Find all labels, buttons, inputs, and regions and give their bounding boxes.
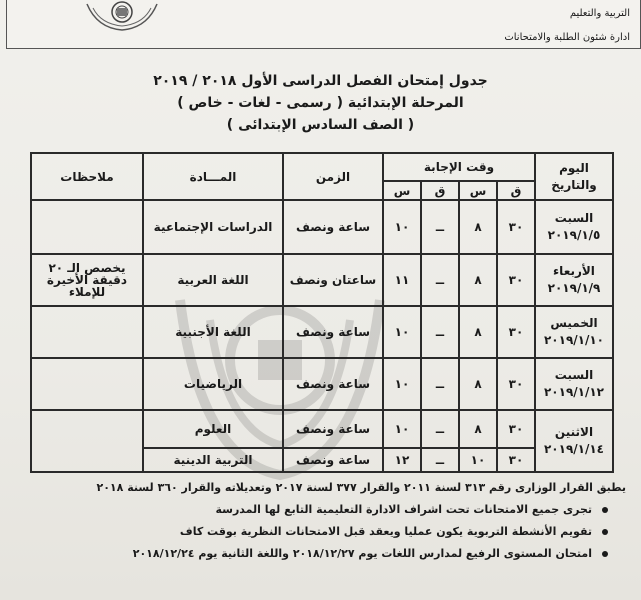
title-line-2: المرحلة الإبتدائية ( رسمى - لغات - خاص ) [177, 95, 464, 111]
subheader-to-hour: س [383, 181, 421, 200]
to-hour: ١٢ [383, 448, 421, 472]
table-row [31, 306, 613, 358]
subheader-from-minute: ق [497, 181, 535, 200]
day-name: الخميس [550, 316, 598, 330]
to-hour: ١٠ [383, 410, 421, 448]
ministry-line-2: ادارة شئون الطلبة والامتحانات [504, 32, 630, 43]
day-date-cell [535, 306, 613, 358]
duration-cell: ساعة ونصف [283, 358, 383, 410]
notes-cell [31, 306, 143, 358]
title-line-1: جدول إمتحان الفصل الدراسى الأول ٢٠١٨ / ٢٠١٩ [153, 73, 488, 89]
exam-rules [14, 477, 626, 565]
list-item: تقويم الأنشطة التربوية يكون عمليا ويعقد قبل الامتحانات النظرية بوقت كاف [14, 521, 592, 543]
rules-lead: يطبق القرار الوزارى رقم ٣١٣ لسنة ٢٠١١ والقرار ٣٧٧ لسنة ٢٠١٧ وتعديلاته والقرار ٣٦٠ لسنة ٢٠١٨ [96, 481, 626, 494]
day-date-cell [535, 254, 613, 306]
notes-cell [31, 410, 143, 472]
from-minute: ٣٠ [497, 200, 535, 254]
to-minute: ــ [421, 358, 459, 410]
to-hour: ١١ [383, 254, 421, 306]
table-row [31, 254, 613, 306]
header-day-date: اليوم والتاريخ [535, 153, 613, 200]
day-date-cell [535, 410, 613, 472]
from-minute: ٣٠ [497, 448, 535, 472]
from-hour: ٨ [459, 306, 497, 358]
day-date-cell [535, 200, 613, 254]
exam-date: ٢٠١٩/١/١٠ [543, 333, 605, 347]
from-hour: ١٠ [459, 448, 497, 472]
subject-cell: العلوم [143, 410, 283, 448]
to-minute: ــ [421, 410, 459, 448]
table-row [31, 358, 613, 410]
to-minute: ــ [421, 448, 459, 472]
duration-cell: ساعة ونصف [283, 410, 383, 448]
from-hour: ٨ [459, 358, 497, 410]
table-row [31, 410, 613, 448]
from-minute: ٣٠ [497, 410, 535, 448]
duration-cell: ساعة ونصف [283, 306, 383, 358]
ministry-name [504, 2, 630, 50]
day-name: السبت [554, 368, 594, 382]
subject-cell: الدراسات الإجتماعية [143, 200, 283, 254]
document-titles [0, 70, 641, 136]
subject-cell: اللغة العربية [143, 254, 283, 306]
to-minute: ــ [421, 306, 459, 358]
exam-schedule-table [30, 152, 614, 473]
day-date-cell [535, 358, 613, 410]
subject-cell: الرياضيات [143, 358, 283, 410]
from-minute: ٣٠ [497, 254, 535, 306]
to-minute: ــ [421, 200, 459, 254]
exam-date: ٢٠١٩/١/١٤ [543, 442, 605, 456]
subject-cell: التربية الدينية [143, 448, 283, 472]
ministry-line-1: التربية والتعليم [569, 8, 630, 19]
duration-cell: ساعة ونصف [283, 200, 383, 254]
rules-list [14, 499, 626, 565]
notes-cell: يخصص الـ ٢٠ دقيقة الأخيرة للإملاء [31, 254, 143, 306]
to-minute: ــ [421, 254, 459, 306]
header-notes: ملاحظات [31, 153, 143, 200]
table-row [31, 200, 613, 254]
title-line-3: ( الصف السادس الإبتدائى ) [226, 117, 415, 133]
day-name: الأربعاء [553, 264, 595, 278]
notes-cell [31, 200, 143, 254]
letterhead [6, 0, 641, 49]
subject-cell: اللغة الأجنبية [143, 306, 283, 358]
list-item: تجرى جميع الامتحانات تحت اشراف الادارة التعليمية التابع لها المدرسة [14, 499, 592, 521]
ministry-emblem-icon [77, 0, 167, 32]
day-name: الاثنين [554, 425, 594, 439]
from-hour: ٨ [459, 254, 497, 306]
from-minute: ٣٠ [497, 358, 535, 410]
exam-date: ٢٠١٩/١/٥ [547, 228, 601, 242]
from-hour: ٨ [459, 410, 497, 448]
exam-date: ٢٠١٩/١/٩ [547, 281, 601, 295]
header-subject: المـــادة [143, 153, 283, 200]
notes-cell [31, 358, 143, 410]
to-hour: ١٠ [383, 306, 421, 358]
subheader-to-minute: ق [421, 181, 459, 200]
header-answer-time: وقت الإجابة [383, 153, 535, 181]
from-hour: ٨ [459, 200, 497, 254]
subheader-from-hour: س [459, 181, 497, 200]
duration-cell: ساعتان ونصف [283, 254, 383, 306]
exam-date: ٢٠١٩/١/١٢ [543, 385, 605, 399]
list-item: امتحان المستوى الرفيع لمدارس اللغات يوم ٢٠١٨/١٢/٢٧ واللغة الثانية يوم ٢٠١٨/١٢/٢٤ [14, 543, 592, 565]
to-hour: ١٠ [383, 358, 421, 410]
header-duration: الزمن [283, 153, 383, 200]
day-name: السبت [554, 211, 594, 225]
to-hour: ١٠ [383, 200, 421, 254]
from-minute: ٣٠ [497, 306, 535, 358]
duration-cell: ساعة ونصف [283, 448, 383, 472]
